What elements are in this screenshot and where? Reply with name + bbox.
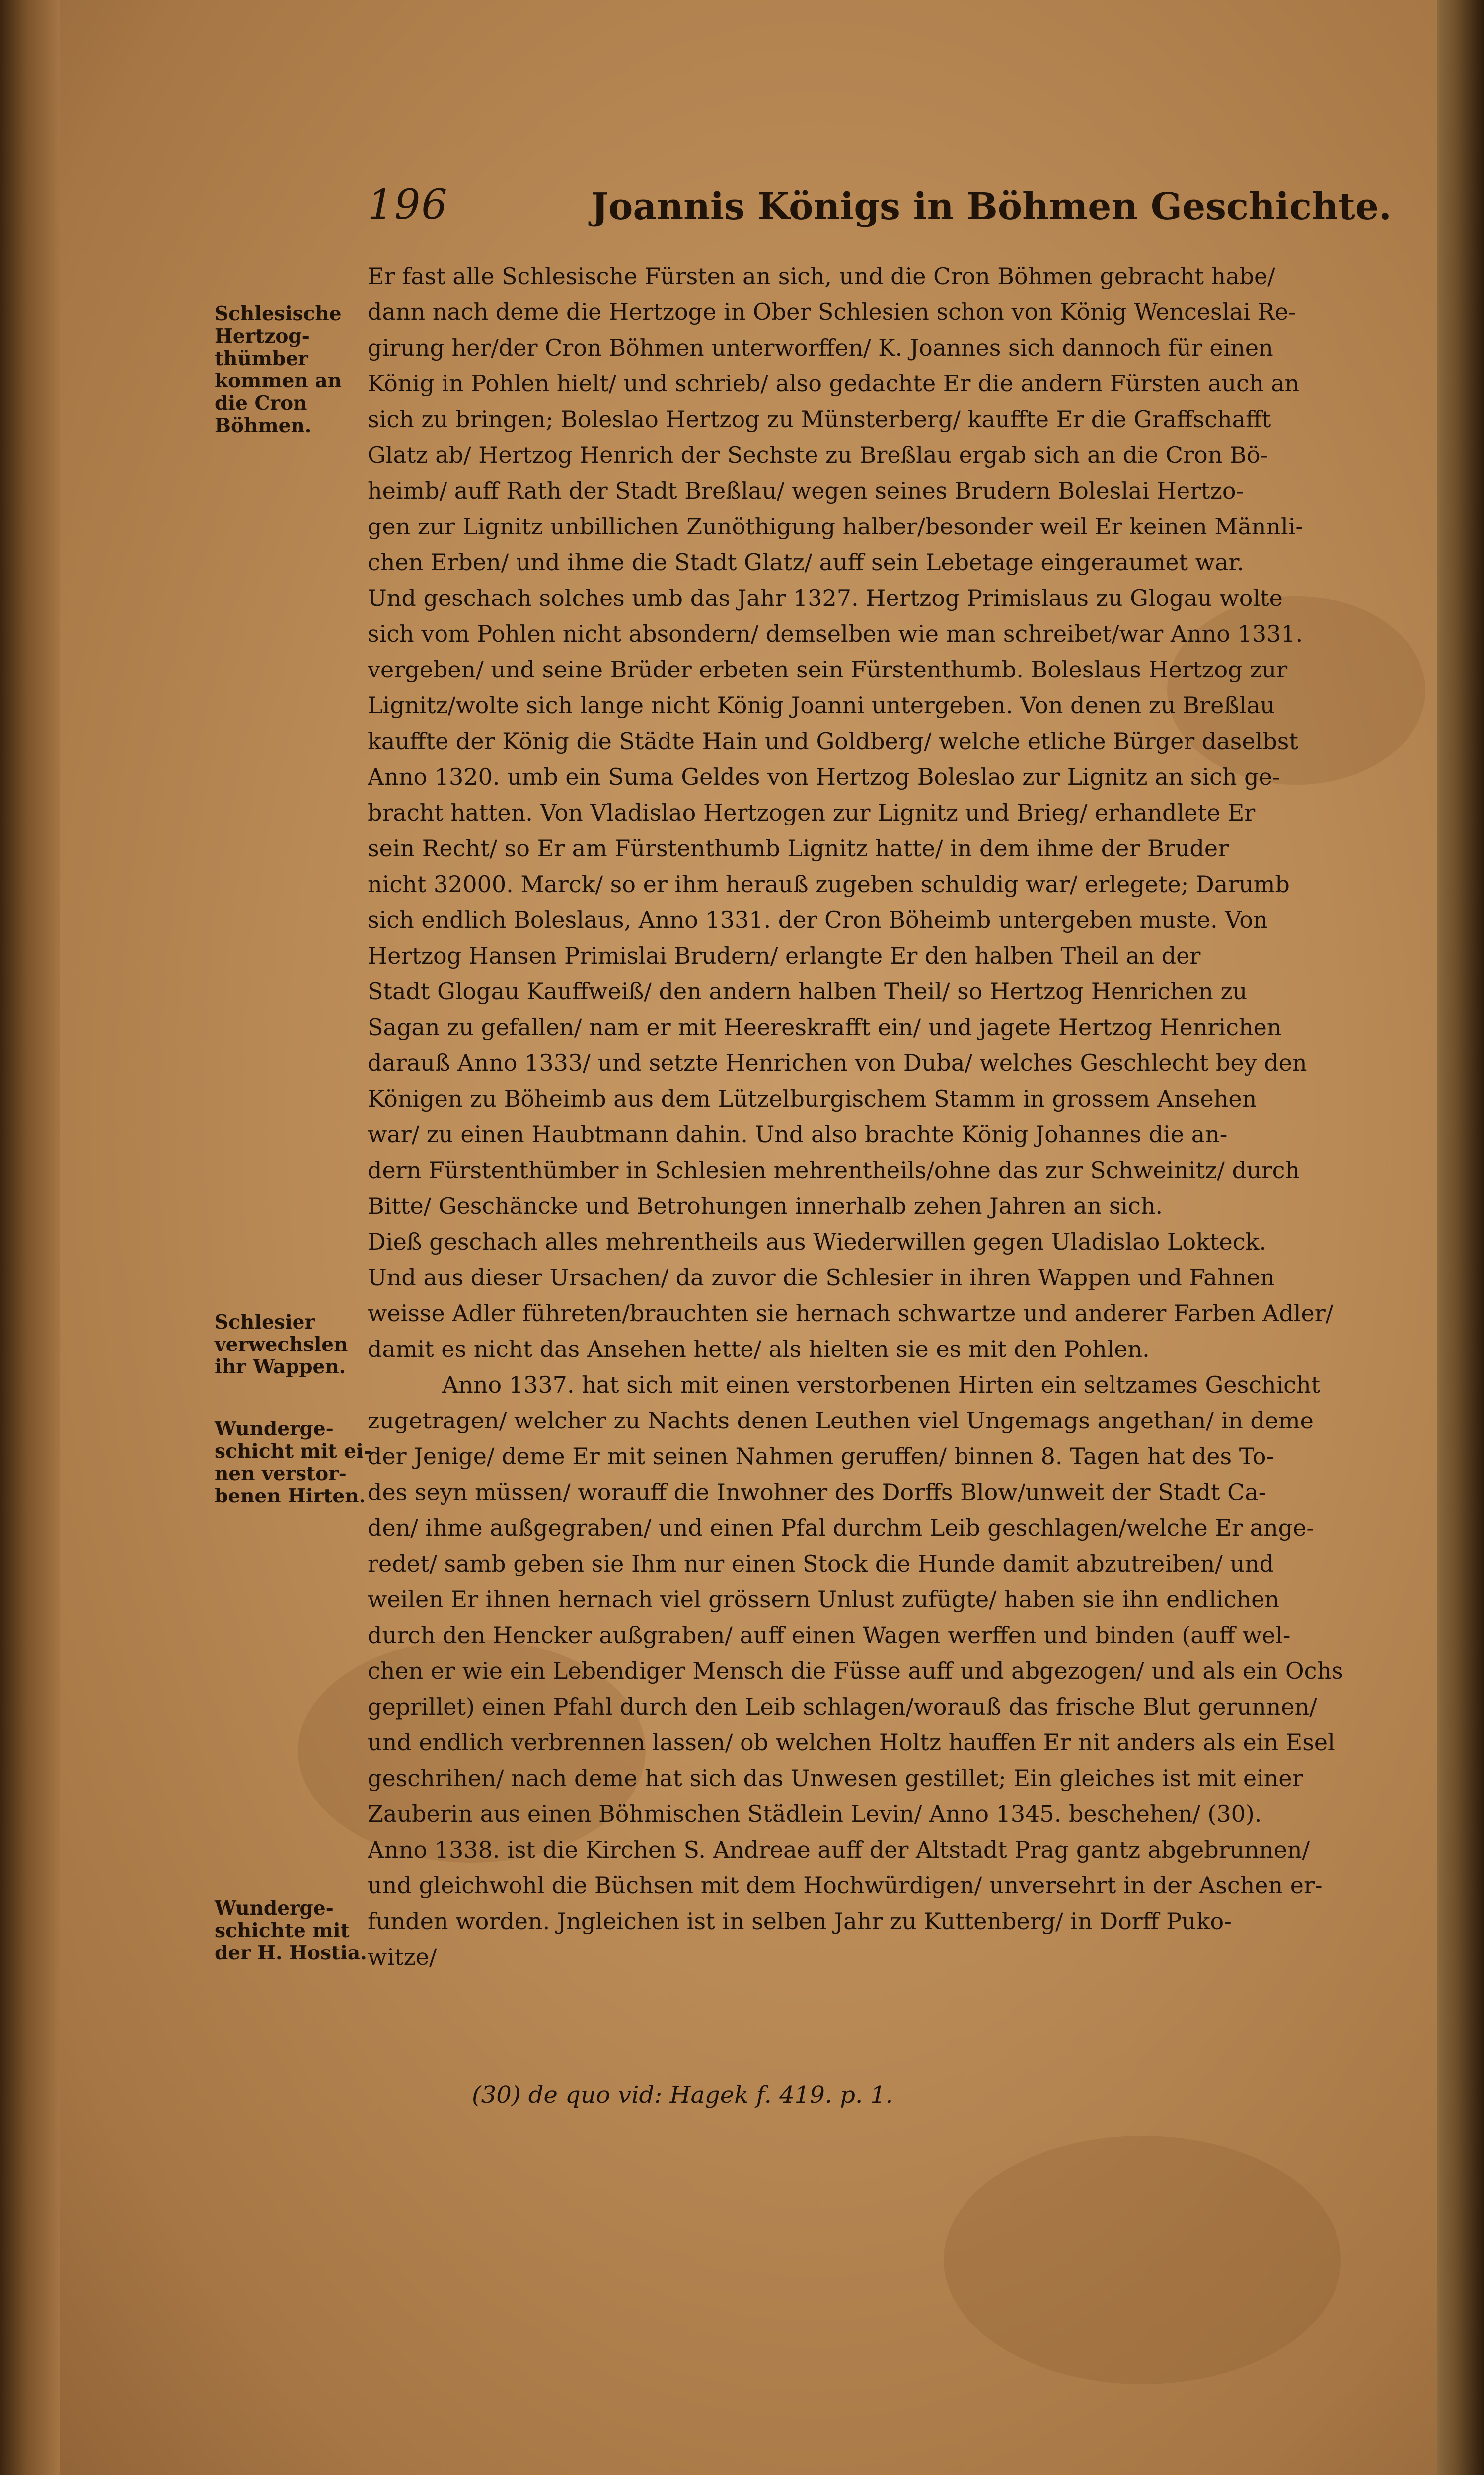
marginal-note-line: Wunderge- (215, 1897, 334, 1920)
text-line: Glatz ab/ Hertzog Henrich der Sechste zu Breßlau ergab sich an die Cron Bö- (368, 442, 1268, 468)
text-line: damit es nicht das Ansehen hette/ als hielten sie es mit den Pohlen. (368, 1336, 1150, 1362)
marginal-note-line: schicht mit ei- (215, 1440, 372, 1463)
text-line: kauffte der König die Städte Hain und Goldberg/ welche etliche Bürger daselbst (368, 728, 1298, 754)
marginal-note-line: kommen an (215, 370, 342, 392)
text-line: bracht hatten. Von Vladislao Hertzogen zur Lignitz und Brieg/ erhandlete Er (368, 799, 1256, 826)
text-line: König in Pohlen hielt/ und schrieb/ also gedachte Er die andern Fürsten auch an (368, 370, 1300, 397)
text-line: Bitte/ Geschäncke und Betrohungen innerhalb zehen Jahren an sich. (368, 1193, 1163, 1219)
marginal-note-coat-of-arms (215, 1311, 356, 1378)
page-fore-edge (1437, 0, 1484, 2475)
text-line: girung her/der Cron Böhmen unterworffen/ K. Joannes sich dannoch für einen (368, 334, 1273, 361)
marginal-note-line: Schlesier (215, 1311, 315, 1334)
text-line: redet/ samb geben sie Ihm nur einen Stock die Hunde damit abzutreiben/ und (368, 1550, 1274, 1577)
text-line: Anno 1337. hat sich mit einen verstorbenen Hirten ein seltzames Geschicht (442, 1371, 1321, 1398)
text-line: durch den Hencker außgraben/ auff einen Wagen werffen und binden (auff wel- (368, 1622, 1291, 1649)
marginal-note-holy-host (215, 1897, 367, 1964)
paper-stain (944, 2136, 1341, 2384)
text-line: funden worden. Jngleichen ist in selben Jahr zu Kuttenberg/ in Dorff Puko- (368, 1908, 1232, 1935)
marginal-note-line: Schlesische (215, 302, 342, 325)
text-line: chen er wie ein Lebendiger Mensch die Füsse auff und abgezogen/ und als ein Ochs (368, 1657, 1343, 1684)
page-number: 196 (368, 181, 448, 228)
text-line: geprillet) einen Pfahl durch den Leib schlagen/worauß das frische Blut gerunnen/ (368, 1693, 1317, 1720)
text-line: chen Erben/ und ihme die Stadt Glatz/ auff sein Lebetage eingeraumet war. (368, 549, 1245, 576)
marginal-note-line: benen Hirten. (215, 1485, 366, 1507)
text-line: Hertzog Hansen Primislai Brudern/ erlangte Er den halben Theil an der (368, 942, 1201, 969)
footnote: (30) de quo vid: Hagek f. 419. p. 1. (472, 2081, 893, 2109)
text-line: sein Recht/ so Er am Fürstenthumb Lignitz hatte/ in dem ihme der Bruder (368, 835, 1229, 862)
running-title: Joannis Königs in Böhmen Geschichte. (591, 185, 1392, 228)
text-line: Dieß geschach alles mehrentheils aus Wiederwillen gegen Uladislao Lokteck. (368, 1228, 1266, 1255)
text-line: Königen zu Böheimb aus dem Lützelburgischem Stamm in grossem Ansehen (368, 1085, 1257, 1112)
marginal-note-silesian-duchies (215, 303, 356, 437)
text-line: dern Fürstenthümber in Schlesien mehrentheils/ohne das zur Schweinitz/ durch (368, 1157, 1300, 1184)
text-line: des seyn müssen/ worauff die Inwohner des Dorffs Blow/unweit der Stadt Ca- (368, 1479, 1266, 1505)
marginal-note-line: thümber (215, 347, 308, 370)
marginal-note-line: Böhmen. (215, 414, 312, 437)
marginal-note-dead-shepherd (215, 1418, 372, 1507)
text-line: Lignitz/wolte sich lange nicht König Joanni untergeben. Von denen zu Breßlau (368, 692, 1275, 719)
text-line: Sagan zu gefallen/ nam er mit Heereskrafft ein/ und jagete Hertzog Henrichen (368, 1014, 1282, 1041)
marginal-note-line: Wunderge- (215, 1418, 334, 1440)
text-line: vergeben/ und seine Brüder erbeten sein Fürstenthumb. Boleslaus Hertzog zur (368, 656, 1288, 683)
marginal-note-line: ihr Wappen. (215, 1355, 346, 1378)
text-line: gen zur Lignitz unbillichen Zunöthigung halber/besonder weil Er keinen Männli- (368, 513, 1303, 540)
text-line: sich zu bringen; Boleslao Hertzog zu Münsterberg/ kauffte Er die Graffschafft (368, 406, 1271, 433)
text-line: Stadt Glogau Kauffweiß/ den andern halben Theil/ so Hertzog Henrichen zu (368, 978, 1248, 1005)
text-line: geschrihen/ nach deme hat sich das Unwesen gestillet; Ein gleiches ist mit einer (368, 1765, 1303, 1792)
text-line: darauß Anno 1333/ und setzte Henrichen von Duba/ welches Geschlecht bey den (368, 1050, 1307, 1076)
text-line: sich vom Pohlen nicht absondern/ demselben wie man schreibet/war Anno 1331. (368, 620, 1303, 647)
main-text-block (368, 258, 1391, 2011)
text-line: und gleichwohl die Büchsen mit dem Hochwürdigen/ unversehrt in der Aschen er- (368, 1872, 1323, 1899)
text-line: sich endlich Boleslaus, Anno 1331. der Cron Böheimb untergeben muste. Von (368, 906, 1268, 933)
text-line: Anno 1338. ist die Kirchen S. Andreae auff der Altstadt Prag gantz abgebrunnen/ (368, 1836, 1310, 1863)
book-spine-shadow (0, 0, 60, 2475)
marginal-note-line: der H. Hostia. (215, 1942, 367, 1964)
text-line: nicht 32000. Marck/ so er ihm herauß zugeben schuldig war/ erlegete; Darumb (368, 871, 1290, 898)
page-header (368, 176, 1392, 231)
text-line: Anno 1320. umb ein Suma Geldes von Hertzog Boleslao zur Lignitz an sich ge- (368, 763, 1280, 790)
text-line: heimb/ auff Rath der Stadt Breßlau/ wegen seines Brudern Boleslai Hertzo- (368, 477, 1244, 504)
catchword (368, 1975, 1391, 2011)
text-line: und endlich verbrennen lassen/ ob welchen Holtz hauffen Er nit anders als ein Esel (368, 1729, 1335, 1756)
text-line: der Jenige/ deme Er mit seinen Nahmen geruffen/ binnen 8. Tagen hat des To- (368, 1443, 1274, 1470)
text-line: witze/ (368, 1944, 437, 1970)
marginal-note-line: schichte mit (215, 1919, 350, 1942)
text-line: Und geschach solches umb das Jahr 1327. Hertzog Primislaus zu Glogau wolte (368, 585, 1283, 611)
text-line: Er fast alle Schlesische Fürsten an sich, und die Cron Böhmen gebracht habe/ (368, 263, 1275, 290)
text-line: den/ ihme außgegraben/ und einen Pfal durchm Leib geschlagen/welche Er ange- (368, 1514, 1314, 1541)
text-line: dann nach deme die Hertzoge in Ober Schlesien schon von König Wenceslai Re- (368, 299, 1296, 325)
text-line: Zauberin aus einen Böhmischen Städlein Levin/ Anno 1345. beschehen/ (30). (368, 1800, 1262, 1827)
marginal-note-line: nen verstor- (215, 1462, 347, 1485)
text-line: zugetragen/ welcher zu Nachts denen Leuthen viel Ungemags angethan/ in deme (368, 1407, 1314, 1434)
marginal-note-line: verwechslen (215, 1333, 348, 1356)
marginal-note-line: Hertzog- (215, 325, 310, 348)
text-line: war/ zu einen Haubtmann dahin. Und also brachte König Johannes die an- (368, 1121, 1228, 1148)
text-line: Und aus dieser Ursachen/ da zuvor die Schlesier in ihren Wappen und Fahnen (368, 1264, 1275, 1291)
marginal-note-line: die Cron (215, 392, 307, 415)
text-line: weilen Er ihnen hernach viel grössern Unlust zufügte/ haben sie ihn endlichen (368, 1586, 1279, 1613)
text-line: weisse Adler führeten/brauchten sie hernach schwartze und anderer Farben Adler/ (368, 1300, 1334, 1327)
